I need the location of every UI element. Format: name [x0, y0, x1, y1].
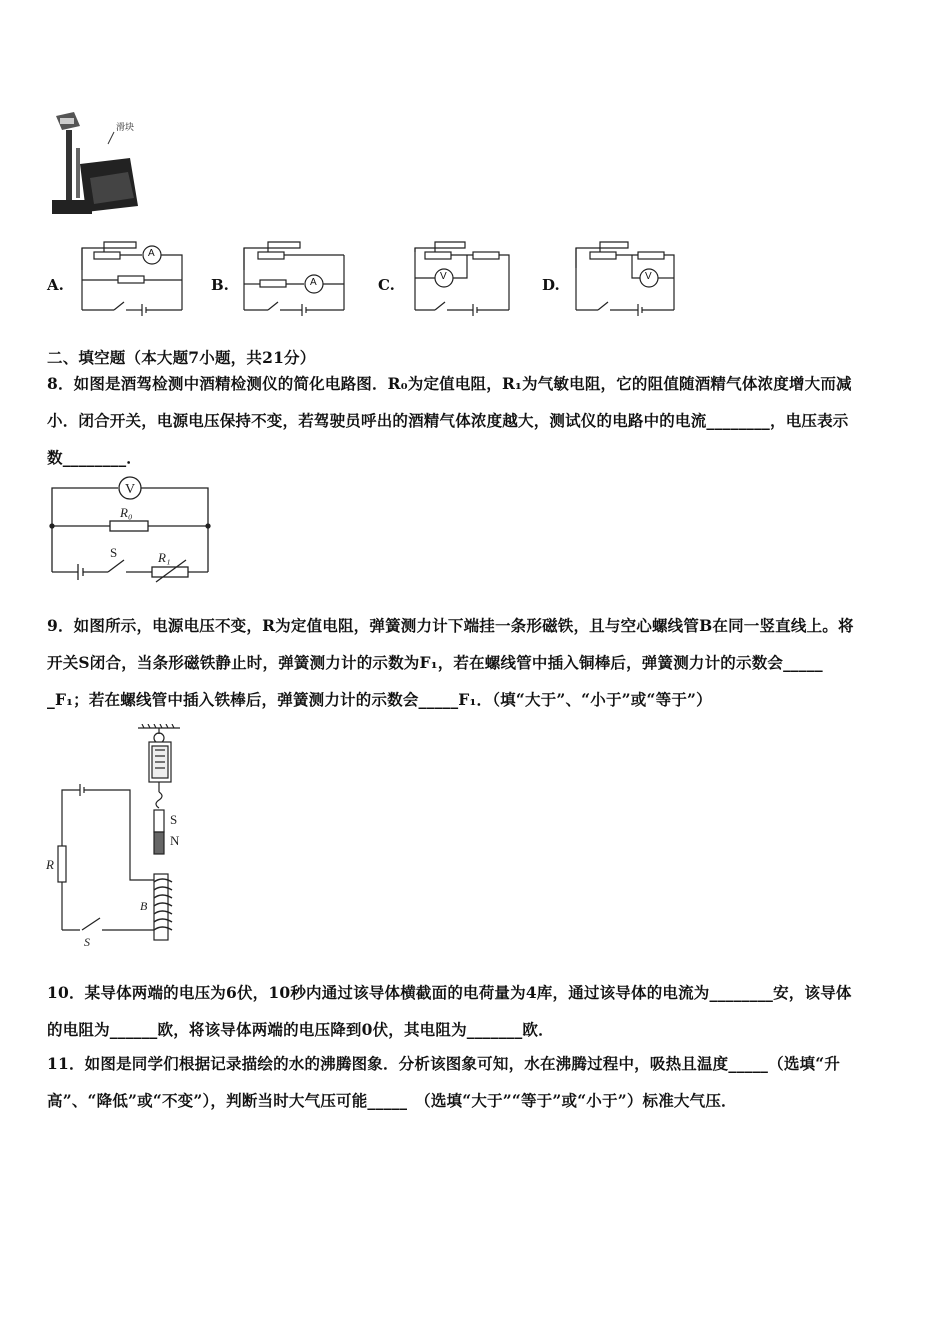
- q9-r-label: R: [46, 857, 54, 872]
- voltmeter-icon: V: [645, 271, 652, 282]
- option-a-letter: A.: [47, 276, 64, 294]
- slider-label: 滑块: [116, 122, 135, 132]
- option-b-letter: B.: [211, 276, 229, 294]
- q8-voltmeter-label: V: [125, 482, 136, 497]
- option-b-circuit: [240, 240, 350, 324]
- q8-r1-label: R₁: [158, 550, 171, 565]
- option-d-letter: D.: [542, 276, 560, 294]
- q9-line-2: 开关S闭合，当条形磁铁静止时，弹簧测力计的示数为F₁，若在螺线管中插入铜棒后，弹簧测力计的示数会_____: [47, 653, 823, 672]
- tester-photo: [50, 108, 142, 218]
- q10-line-1: 10．某导体两端的电压为6伏，10秒内通过该导体横截面的电荷量为4库，通过该导体的电流为________安，该导体: [47, 983, 852, 1002]
- option-a-circuit: [78, 240, 186, 324]
- q9-pole-s: S: [170, 812, 178, 827]
- q8-circuit: [48, 474, 214, 584]
- q8-line-1: 8．如图是酒驾检测中酒精检测仪的简化电路图．R₀为定值电阻，R₁为气敏电阻，它的阻值随酒精气体浓度增大而减: [47, 374, 852, 393]
- q9-line-1: 9．如图所示，电源电压不变，R为定值电阻，弹簧测力计下端挂一条形磁铁，且与空心螺线管B在同一竖直线上。将: [47, 616, 854, 635]
- q9-figure: [44, 724, 194, 950]
- q8-line-3: 数________．: [47, 448, 143, 467]
- q10-line-2: 的电阻为______欧，将该导体两端的电压降到0伏，其电阻为_______欧．: [47, 1020, 554, 1039]
- q8-switch-label: S: [110, 545, 118, 560]
- q8-r0-label: R₀: [120, 505, 133, 520]
- q9-pole-n: N: [170, 833, 180, 848]
- ammeter-icon: A: [310, 277, 317, 288]
- option-c-circuit: [405, 238, 517, 324]
- voltmeter-icon: V: [440, 271, 447, 282]
- q9-line-3: _F₁；若在螺线管中插入铁棒后，弹簧测力计的示数会_____F₁．（填“大于”、“小于”或“等于”）: [47, 690, 712, 709]
- section-heading: 二、填空题（本大题7小题，共21分）: [47, 348, 316, 367]
- q9-s-label: S: [84, 935, 90, 949]
- q11-line-2: 高”、“降低”或“不变”），判断当时大气压可能_____ （选填“大于”“等于”或“小于”）标准大气压．: [47, 1091, 737, 1110]
- option-c-letter: C.: [378, 276, 395, 294]
- ammeter-icon: A: [148, 248, 155, 259]
- q11-line-1: 11．如图是同学们根据记录描绘的水的沸腾图象．分析该图象可知，水在沸腾过程中，吸热且温度_____（选填“升: [47, 1054, 841, 1073]
- option-d-circuit: [570, 238, 682, 324]
- q8-line-2: 小．闭合开关，电源电压保持不变，若驾驶员呼出的酒精气体浓度越大，测试仪的电路中的电流________，电压表示: [47, 411, 849, 430]
- q9-b-label: B: [140, 899, 148, 913]
